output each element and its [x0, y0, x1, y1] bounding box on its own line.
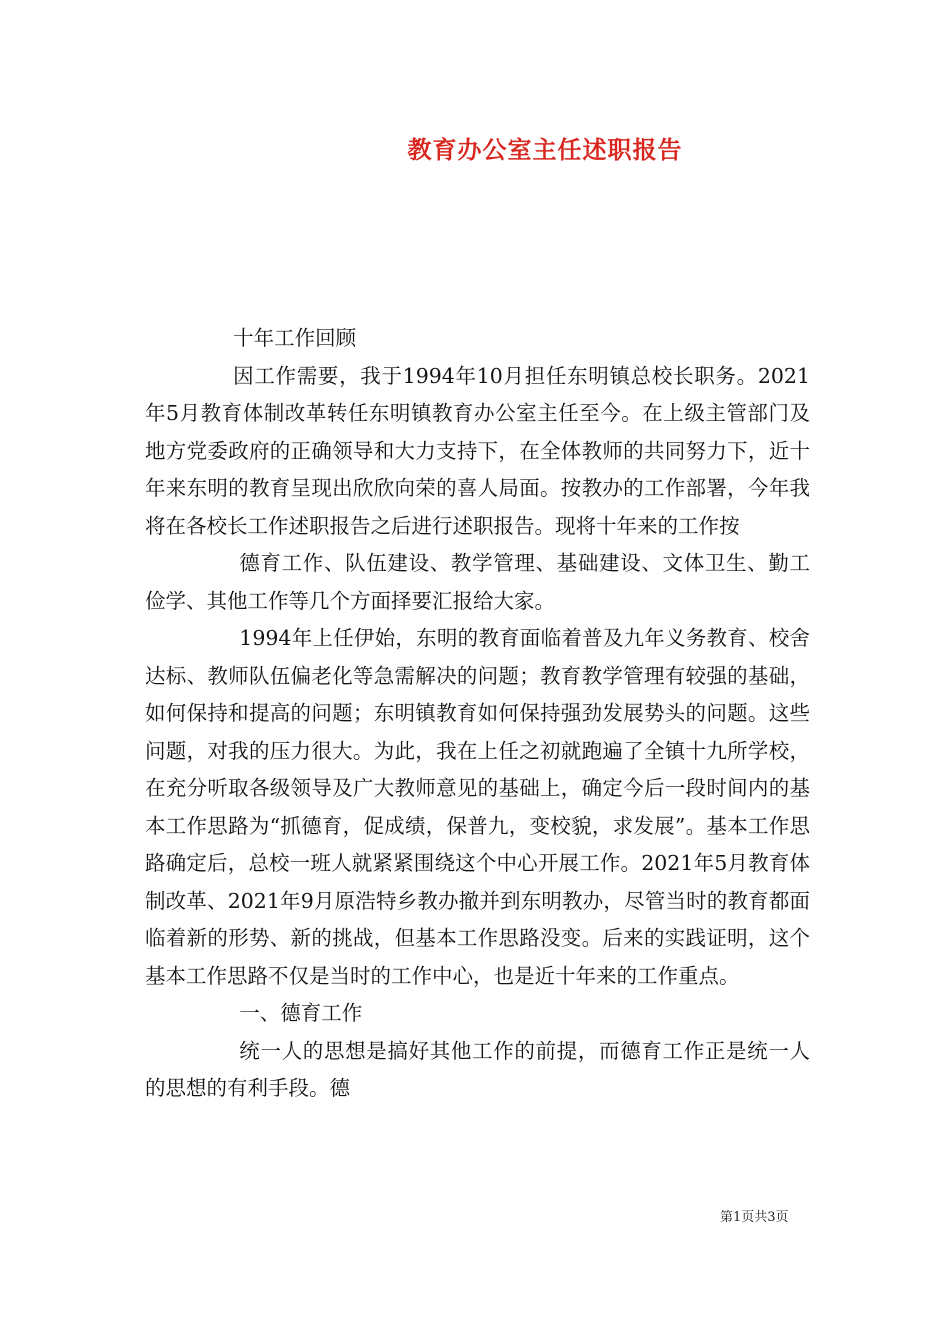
subsection-heading: 一、德育工作	[239, 1001, 363, 1025]
paragraph: 德育工作、队伍建设、教学管理、基础建设、文体卫生、勤工俭学、其他工作等几个方面择要汇报给大家。	[145, 551, 810, 613]
document-title: 教育办公室主任述职报告	[407, 135, 683, 164]
paragraph: 1994年上任伊始，东明的教育面临着普及九年义务教育、校舍达标、教师队伍偏老化等急需解决的问题；教育教学管理有较强的基础，如何保持和提高的问题；东明镇教育如何保持强劲发展势头的问题。这些问题，对我的压力很大。为此，我在上任之初就跑遍了全镇十九所学校，在充分听取各级领导及广大教师意见的基础上，确定今后一段时间内的基本工作思路为“抓德育，促成绩，保普九，变校貌，求发展”。基本工作思路确定后，总校一班人就紧紧围绕这个中心开展工作。2021年5月教育体制改革、2021年9月原浩特乡教办撤并到东明教办，尽管当时的教育都面临着新的形势、新的挑战，但基本工作思路没变。后来的实践证明，这个基本工作思路不仅是当时的工作中心，也是近十年来的工作重点。	[145, 626, 810, 988]
document-body	[145, 320, 810, 1108]
page-number: 第1页共3页	[720, 1210, 789, 1225]
paragraph: 统一人的思想是搞好其他工作的前提，而德育工作正是统一人的思想的有利手段。德	[145, 1038, 810, 1100]
paragraph: 因工作需要，我于1994年10月担任东明镇总校长职务。2021年5月教育体制改革转任东明镇教育办公室主任至今。在上级主管部门及地方党委政府的正确领导和大力支持下，在全体教师的共同努力下，近十年来东明的教育呈现出欣欣向荣的喜人局面。按教办的工作部署，今年我将在各校长工作述职报告之后进行述职报告。现将十年来的工作按	[145, 363, 810, 538]
section-heading: 十年工作回顾	[233, 326, 357, 350]
